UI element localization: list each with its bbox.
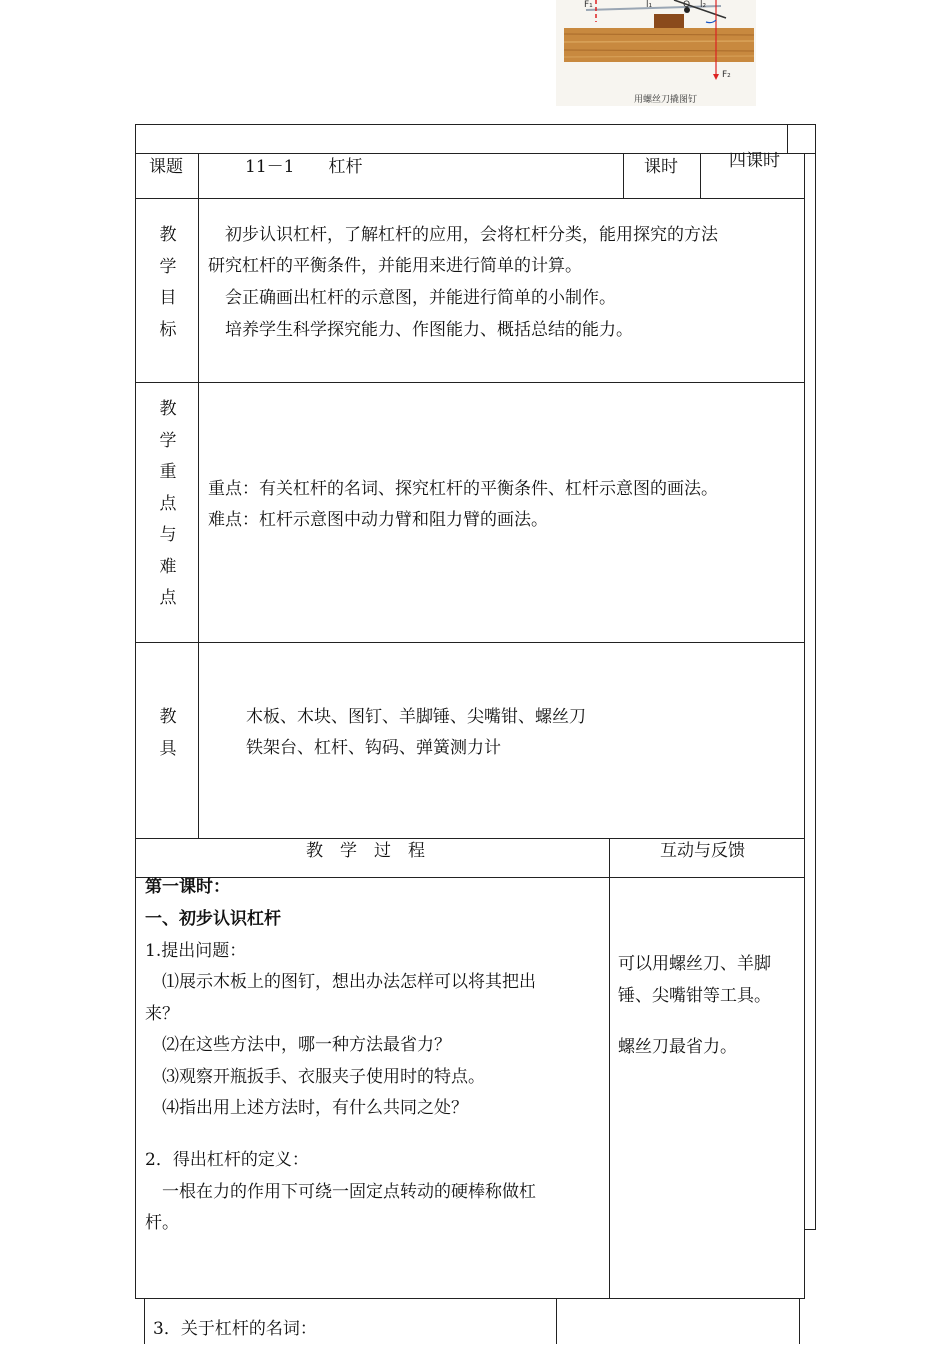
process-line: 来？ bbox=[145, 1004, 179, 1024]
process-line: 2．得出杠杆的定义： bbox=[145, 1150, 309, 1170]
tools-line: 木板、木块、图钉、羊脚锤、尖嘴钳、螺丝刀 bbox=[246, 707, 586, 727]
tools-label: 教具 bbox=[159, 707, 177, 759]
lever-diagram-illustration bbox=[556, 0, 756, 106]
screwdriver-figure bbox=[556, 0, 756, 106]
f2-label: F₂ bbox=[722, 70, 731, 80]
keypoint-line: 难点：杠杆示意图中动力臂和阻力臂的画法。 bbox=[208, 510, 548, 530]
objective-line: 初步认识杠杆，了解杠杆的应用，会将杠杆分类，能用探究的方法 bbox=[208, 225, 718, 245]
process-line: ⑶观察开瓶扳手、衣服夹子使用时的特点。 bbox=[145, 1067, 485, 1087]
period-value: 四课时 bbox=[729, 151, 780, 171]
process-line: ⑴展示木板上的图钉，想出办法怎样可以将其把出 bbox=[145, 972, 536, 992]
next-section-line: 3．关于杠杆的名词： bbox=[153, 1319, 317, 1339]
process-header: 教 学 过 程 bbox=[306, 841, 425, 861]
section-heading: 一、初步认识杠杆 bbox=[145, 909, 281, 929]
process-line: 一根在力的作用下可绕一固定点转动的硬棒称做杠 bbox=[145, 1182, 536, 1202]
objective-line: 研究杠杆的平衡条件，并能用来进行简单的计算。 bbox=[208, 256, 582, 276]
objective-line: 会正确画出杠杆的示意图，并能进行简单的小制作。 bbox=[208, 288, 616, 308]
process-line: 杆。 bbox=[145, 1213, 179, 1233]
keypoint-line: 重点：有关杠杆的名词、探究杠杆的平衡条件、杠杆示意图的画法。 bbox=[208, 479, 718, 499]
process-line: 1.提出问题： bbox=[145, 941, 247, 961]
lesson-period-heading: 第一课时： bbox=[145, 877, 230, 897]
topic-label: 课题 bbox=[149, 157, 183, 177]
topic-value: 11－1 杠杆 bbox=[245, 157, 363, 177]
objective-line: 培养学生科学探究能力、作图能力、概括总结的能力。 bbox=[208, 320, 633, 340]
process-line: ⑷指出用上述方法时，有什么共同之处？ bbox=[145, 1098, 468, 1118]
figure-caption: 用螺丝刀撬图钉 bbox=[634, 95, 698, 105]
tools-line: 铁架台、杠杆、钩码、弹簧测力计 bbox=[246, 738, 501, 758]
l1-label: l₁ bbox=[646, 0, 653, 10]
keypoints-label: 教学重点与难点 bbox=[159, 399, 177, 608]
feedback-line: 锤、尖嘴钳等工具。 bbox=[618, 986, 771, 1006]
feedback-header: 互动与反馈 bbox=[660, 841, 745, 861]
period-label: 课时 bbox=[644, 157, 678, 177]
l2-label: l₂ bbox=[700, 0, 707, 10]
feedback-line: 可以用螺丝刀、羊脚 bbox=[618, 954, 771, 974]
o-label: O bbox=[683, 0, 691, 10]
feedback-line: 螺丝刀最省力。 bbox=[618, 1037, 737, 1057]
process-line: ⑵在这些方法中，哪一种方法最省力？ bbox=[145, 1035, 451, 1055]
f1-label: F₁ bbox=[584, 0, 593, 10]
objectives-label: 教学目标 bbox=[159, 225, 177, 340]
